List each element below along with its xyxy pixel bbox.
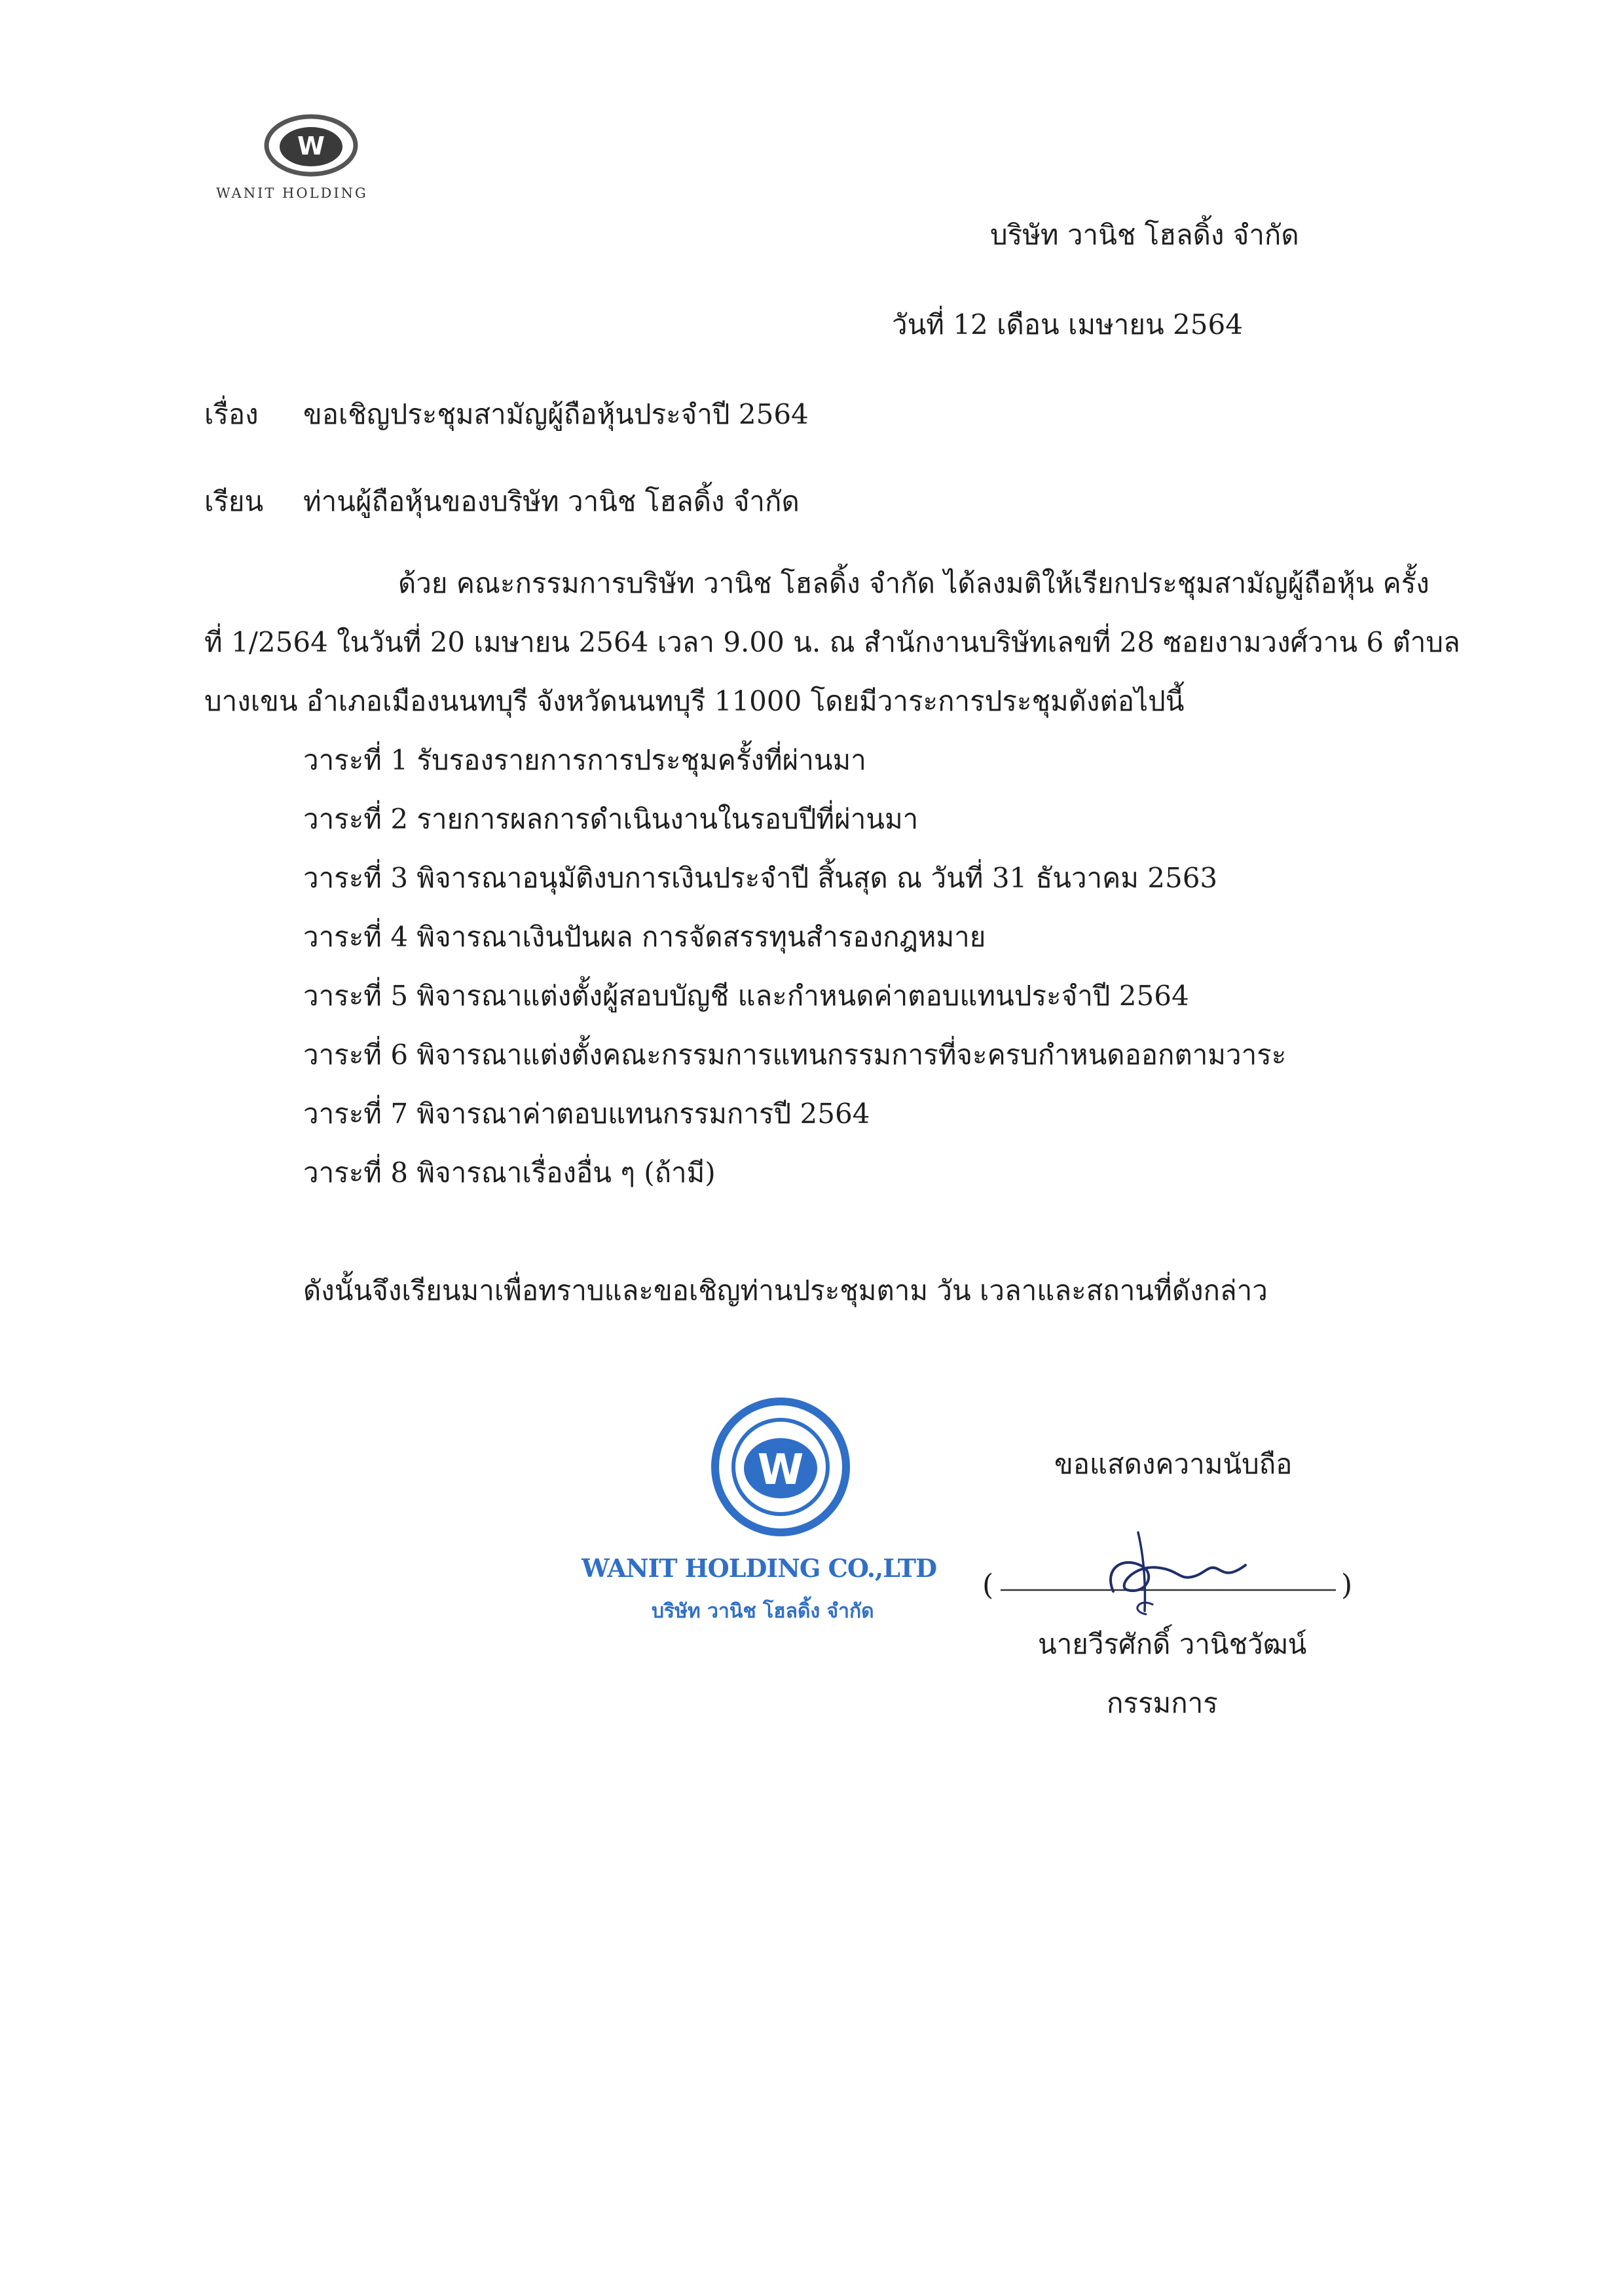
agenda-item-4: วาระที่ 4 พิจารณาเงินปันผล การจัดสรรทุนสำรองกฎหมาย <box>303 921 986 953</box>
subject-text: ขอเชิญประชุมสามัญผู้ถือหุ้นประจำปี 2564 <box>303 398 809 430</box>
recipient-label: เรียน <box>204 485 264 517</box>
handwritten-signature <box>982 1506 1356 1637</box>
recipient-text: ท่านผู้ถือหุ้นของบริษัท วานิช โฮลดิ้ง จำกัด <box>303 485 800 517</box>
letter-date: วันที่ 12 เดือน เมษายน 2564 <box>892 308 1243 341</box>
signer-name: นายวีรศักดิ์ วานิชวัฒน์ <box>1038 1628 1307 1660</box>
company-seal-icon <box>709 1395 853 1539</box>
agenda-item-6: วาระที่ 6 พิจารณาแต่งตั้งคณะกรรมการแทนกรรมการที่จะครบกำหนดออกตามวาระ <box>303 1039 1287 1071</box>
seal-company-name-th: บริษัท วานิช โฮลดิ้ง จำกัด <box>652 1600 874 1623</box>
agenda-item-2: วาระที่ 2 รายการผลการดำเนินงานในรอบปีที่ผ่านมา <box>303 803 919 835</box>
agenda-item-3: วาระที่ 3 พิจารณาอนุมัติงบการเงินประจำปี สิ้นสุด ณ วันที่ 31 ธันวาคม 2563 <box>303 862 1218 894</box>
signature-paren-close: ) <box>1341 1568 1353 1602</box>
agenda-item-8: วาระที่ 8 พิจารณาเรื่องอื่น ๆ (ถ้ามี) <box>303 1157 716 1189</box>
seal-company-name-en: WANIT HOLDING CO.,LTD <box>581 1553 937 1583</box>
body-paragraph-line: ที่ 1/2564 ในวันที่ 20 เมษายน 2564 เวลา 9.00 น. ณ สำนักงานบริษัทเลขที่ 28 ซอยงามวงศ์วาน 6 ตำบล <box>204 626 1460 658</box>
body-paragraph-line: ด้วย คณะกรรมการบริษัท วานิช โฮลดิ้ง จำกัด ได้ลงมติให้เรียกประชุมสามัญผู้ถือหุ้น ครั้ง <box>398 567 1430 599</box>
closing-statement: ดังนั้นจึงเรียนมาเพื่อทราบและขอเชิญท่านประชุมตาม วัน เวลาและสถานที่ดังกล่าว <box>303 1274 1268 1306</box>
sign-off: ขอแสดงความนับถือ <box>1054 1448 1293 1480</box>
company-logo-icon <box>259 111 363 183</box>
svg-text:W: W <box>757 1446 804 1494</box>
agenda-item-5: วาระที่ 5 พิจารณาแต่งตั้งผู้สอบบัญชี และกำหนดค่าตอบแทนประจำปี 2564 <box>303 980 1189 1012</box>
svg-text:W: W <box>297 132 325 160</box>
agenda-item-1: วาระที่ 1 รับรองรายการการประชุมครั้งที่ผ่านมา <box>303 744 866 776</box>
signature-paren-open: ( <box>982 1568 994 1602</box>
agenda-item-7: วาระที่ 7 พิจารณาค่าตอบแทนกรรมการปี 2564 <box>303 1098 870 1130</box>
subject-label: เรื่อง <box>204 398 259 430</box>
company-name: บริษัท วานิช โฮลดิ้ง จำกัด <box>990 219 1299 251</box>
logo-caption: WANIT HOLDING <box>216 185 368 201</box>
body-paragraph-line: บางเขน อำเภอเมืองนนทบุรี จังหวัดนนทบุรี 11000 โดยมีวาระการประชุมดังต่อไปนี้ <box>204 685 1185 717</box>
signer-title: กรรมการ <box>1107 1687 1218 1719</box>
